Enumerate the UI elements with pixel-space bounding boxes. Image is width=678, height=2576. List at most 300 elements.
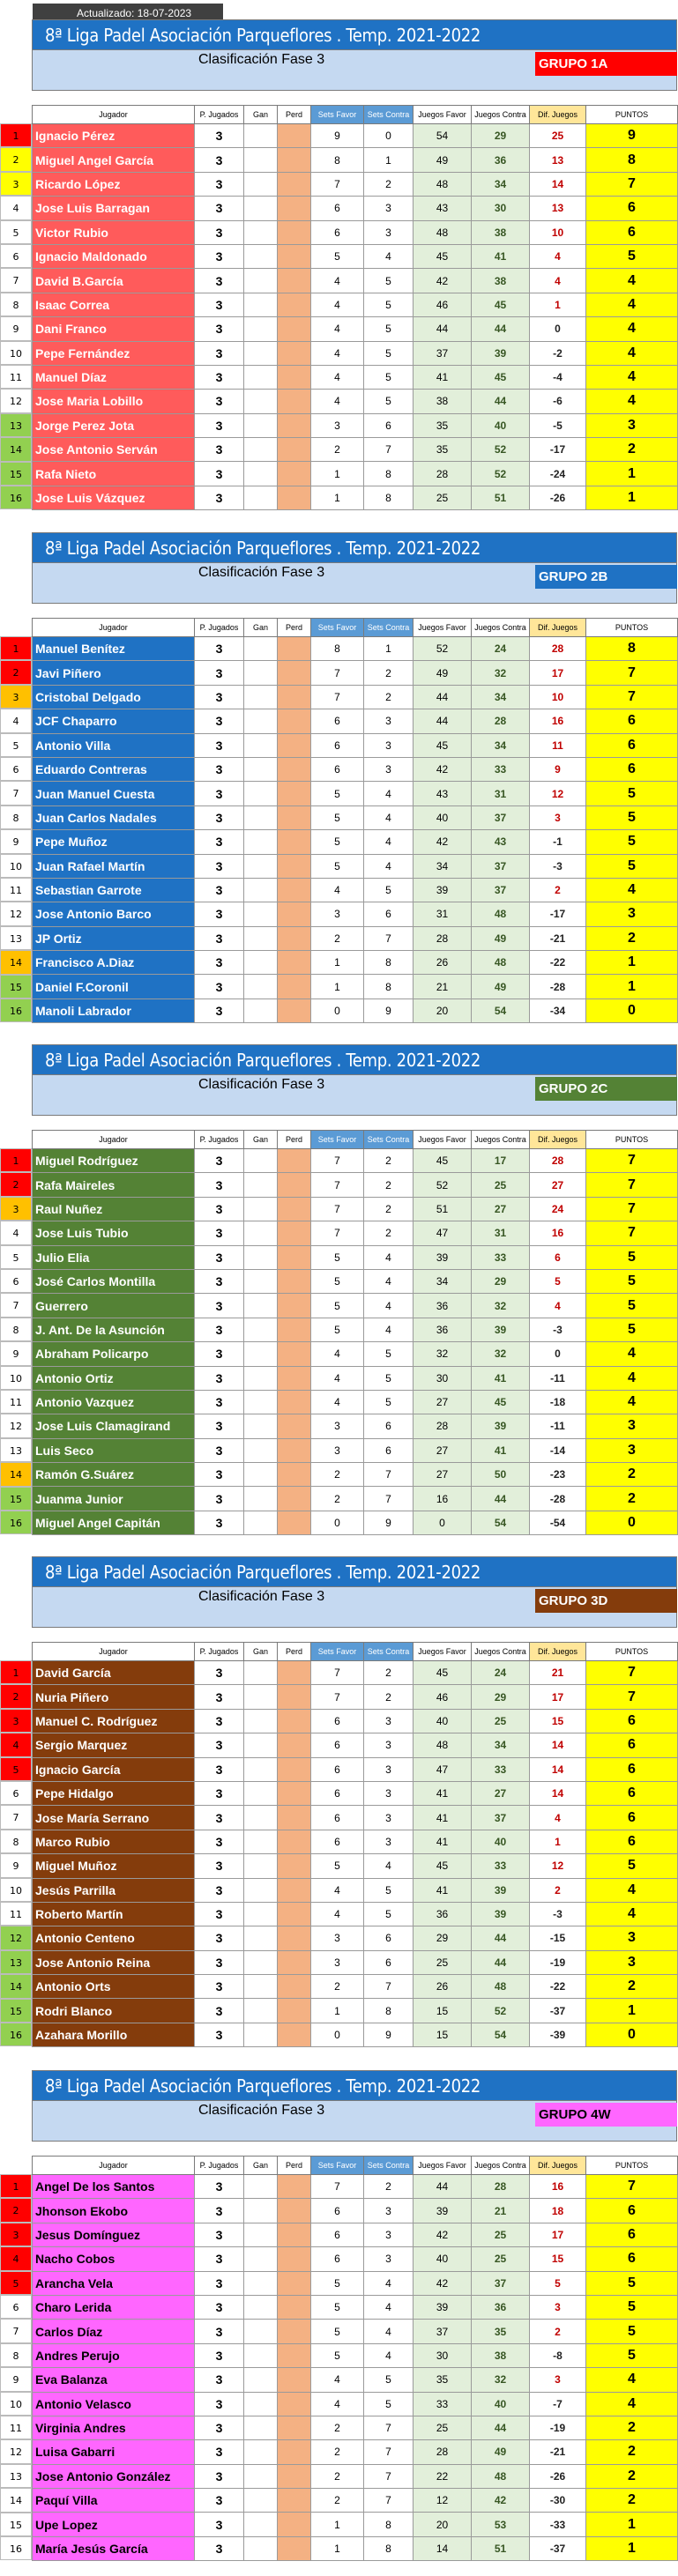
cell-pj: 3 xyxy=(195,1950,244,1974)
cell-per xyxy=(278,902,311,926)
column-header-sc: Sets Contra xyxy=(364,1643,414,1661)
cell-dif: 5 xyxy=(530,2271,586,2295)
cell-sf: 1 xyxy=(311,1999,364,2023)
cell-name: JCF Chaparro xyxy=(33,709,195,733)
column-header-name: Jugador xyxy=(33,1643,195,1661)
cell-jc: 24 xyxy=(472,637,530,661)
cell-jc: 24 xyxy=(472,1661,530,1685)
cell-jf: 46 xyxy=(414,293,472,316)
cell-jc: 27 xyxy=(472,1781,530,1805)
position-number: 5 xyxy=(0,1245,32,1269)
cell-pj: 3 xyxy=(195,1661,244,1685)
cell-dif: -3 xyxy=(530,854,586,878)
cell-sf: 1 xyxy=(311,486,364,509)
cell-sc: 3 xyxy=(364,733,414,757)
cell-jc: 52 xyxy=(472,438,530,462)
cell-pj: 3 xyxy=(195,1685,244,1709)
league-title: 8ª Liga Padel Asociación Parqueflores . Temp. 2021-2022 xyxy=(32,1044,677,1075)
standings-table xyxy=(32,1642,678,2047)
cell-jf: 20 xyxy=(414,998,472,1022)
cell-per xyxy=(278,1902,311,1926)
cell-sc: 6 xyxy=(364,1950,414,1974)
cell-name: Ricardo López xyxy=(33,172,195,196)
cell-jc: 48 xyxy=(472,1975,530,1999)
table-row xyxy=(33,2199,678,2223)
cell-jf: 16 xyxy=(414,1487,472,1511)
cell-jf: 43 xyxy=(414,782,472,805)
cell-gan xyxy=(244,1709,278,1733)
cell-gan xyxy=(244,1781,278,1805)
cell-name: Ignacio García xyxy=(33,1757,195,1781)
column-header-jc: Juegos Contra xyxy=(472,106,530,124)
cell-sf: 6 xyxy=(311,220,364,244)
cell-sf: 4 xyxy=(311,1878,364,1902)
position-number: 2 xyxy=(0,1684,32,1708)
cell-gan xyxy=(244,1487,278,1511)
cell-sf: 4 xyxy=(311,341,364,365)
cell-pts: 7 xyxy=(586,1221,678,1245)
cell-jc: 37 xyxy=(472,805,530,829)
cell-name: Sergio Marquez xyxy=(33,1733,195,1757)
cell-name: Jhonson Ekobo xyxy=(33,2199,195,2223)
cell-per xyxy=(278,1975,311,1999)
cell-name: Miguel Angel García xyxy=(33,148,195,172)
cell-per xyxy=(278,1806,311,1830)
cell-sf: 7 xyxy=(311,172,364,196)
cell-sf: 5 xyxy=(311,805,364,829)
cell-sc: 7 xyxy=(364,2489,414,2513)
table-header-row xyxy=(33,106,678,124)
cell-jf: 49 xyxy=(414,661,472,685)
cell-pj: 3 xyxy=(195,2023,244,2046)
cell-gan xyxy=(244,1149,278,1173)
position-number: 16 xyxy=(0,2536,32,2560)
phase-label: Clasificación Fase 3 xyxy=(198,1589,325,1604)
position-number: 4 xyxy=(0,196,32,219)
cell-jf: 42 xyxy=(414,2271,472,2295)
cell-gan xyxy=(244,733,278,757)
cell-sf: 1 xyxy=(311,462,364,486)
cell-per xyxy=(278,2247,311,2271)
cell-jf: 49 xyxy=(414,148,472,172)
cell-sf: 1 xyxy=(311,2536,364,2560)
position-number: 6 xyxy=(0,1781,32,1805)
cell-sf: 1 xyxy=(311,2513,364,2536)
table-row xyxy=(33,2513,678,2536)
cell-pj: 3 xyxy=(195,2199,244,2223)
cell-pj: 3 xyxy=(195,172,244,196)
position-number: 10 xyxy=(0,341,32,365)
cell-sc: 5 xyxy=(364,2392,414,2416)
cell-jc: 40 xyxy=(472,2392,530,2416)
cell-per xyxy=(278,1269,311,1293)
position-number: 6 xyxy=(0,757,32,781)
cell-jf: 44 xyxy=(414,709,472,733)
cell-jf: 21 xyxy=(414,975,472,998)
cell-sf: 3 xyxy=(311,1950,364,1974)
cell-gan xyxy=(244,2320,278,2343)
cell-gan xyxy=(244,1854,278,1878)
cell-jc: 51 xyxy=(472,2536,530,2560)
cell-sf: 6 xyxy=(311,757,364,781)
table-row xyxy=(33,413,678,437)
cell-sc: 4 xyxy=(364,2271,414,2295)
position-number: 3 xyxy=(0,1709,32,1733)
table-row xyxy=(33,805,678,829)
position-number: 10 xyxy=(0,854,32,878)
table-row xyxy=(33,902,678,926)
cell-sc: 5 xyxy=(364,1878,414,1902)
cell-pj: 3 xyxy=(195,2368,244,2392)
position-number: 8 xyxy=(0,805,32,829)
cell-jf: 39 xyxy=(414,2295,472,2319)
cell-jf: 37 xyxy=(414,341,472,365)
cell-pts: 1 xyxy=(586,2513,678,2536)
cell-sf: 9 xyxy=(311,124,364,148)
cell-sc: 2 xyxy=(364,1197,414,1221)
position-number: 3 xyxy=(0,1197,32,1221)
cell-pj: 3 xyxy=(195,975,244,998)
cell-name: Ignacio Maldonado xyxy=(33,244,195,268)
cell-jf: 48 xyxy=(414,220,472,244)
cell-name: Jose Antonio González xyxy=(33,2464,195,2488)
cell-pts: 2 xyxy=(586,2416,678,2439)
cell-jc: 52 xyxy=(472,462,530,486)
cell-per xyxy=(278,878,311,902)
cell-sc: 9 xyxy=(364,2023,414,2046)
cell-sc: 7 xyxy=(364,1487,414,1511)
cell-gan xyxy=(244,661,278,685)
cell-pj: 3 xyxy=(195,148,244,172)
cell-sf: 3 xyxy=(311,413,364,437)
cell-pj: 3 xyxy=(195,413,244,437)
cell-jf: 15 xyxy=(414,2023,472,2046)
cell-pts: 3 xyxy=(586,1414,678,1438)
cell-gan xyxy=(244,2440,278,2464)
cell-name: Pepe Hidalgo xyxy=(33,1781,195,1805)
cell-jf: 46 xyxy=(414,1685,472,1709)
table-row xyxy=(33,317,678,341)
column-header-jc: Juegos Contra xyxy=(472,1131,530,1149)
cell-pj: 3 xyxy=(195,2464,244,2488)
cell-sc: 3 xyxy=(364,1806,414,1830)
cell-per xyxy=(278,1999,311,2023)
cell-jc: 49 xyxy=(472,975,530,998)
cell-pj: 3 xyxy=(195,220,244,244)
cell-pts: 1 xyxy=(586,1999,678,2023)
cell-name: JP Ortiz xyxy=(33,926,195,950)
cell-sc: 3 xyxy=(364,1757,414,1781)
cell-sc: 6 xyxy=(364,1438,414,1462)
cell-pj: 3 xyxy=(195,1511,244,1534)
position-number: 11 xyxy=(0,2416,32,2439)
cell-dif: 16 xyxy=(530,709,586,733)
cell-jf: 39 xyxy=(414,878,472,902)
cell-jc: 45 xyxy=(472,365,530,389)
cell-per xyxy=(278,2464,311,2488)
cell-per xyxy=(278,2513,311,2536)
cell-sc: 2 xyxy=(364,1685,414,1709)
cell-jf: 39 xyxy=(414,2199,472,2223)
cell-name: Antonio Velasco xyxy=(33,2392,195,2416)
standings-table xyxy=(32,618,678,1023)
table-row xyxy=(33,975,678,998)
cell-sf: 1 xyxy=(311,975,364,998)
cell-jf: 44 xyxy=(414,2175,472,2199)
cell-jc: 25 xyxy=(472,2223,530,2246)
cell-gan xyxy=(244,293,278,316)
cell-gan xyxy=(244,438,278,462)
position-number: 7 xyxy=(0,781,32,805)
cell-dif: 4 xyxy=(530,1294,586,1318)
cell-name: Antonio Villa xyxy=(33,733,195,757)
cell-name: Manuel Díaz xyxy=(33,365,195,389)
cell-pj: 3 xyxy=(195,685,244,709)
table-row xyxy=(33,2489,678,2513)
cell-gan xyxy=(244,2489,278,2513)
cell-per xyxy=(278,269,311,293)
cell-gan xyxy=(244,2271,278,2295)
cell-sc: 7 xyxy=(364,438,414,462)
cell-gan xyxy=(244,2464,278,2488)
cell-dif: 18 xyxy=(530,2199,586,2223)
column-header-dif: Dif. Juegos xyxy=(530,2157,586,2175)
cell-pts: 5 xyxy=(586,805,678,829)
cell-pj: 3 xyxy=(195,1733,244,1757)
table-row xyxy=(33,854,678,878)
cell-pj: 3 xyxy=(195,2271,244,2295)
league-title: 8ª Liga Padel Asociación Parqueflores . Temp. 2021-2022 xyxy=(32,2070,677,2101)
column-header-jc: Juegos Contra xyxy=(472,1643,530,1661)
position-number: 4 xyxy=(0,1733,32,1756)
cell-name: Juan Carlos Nadales xyxy=(33,805,195,829)
cell-pts: 6 xyxy=(586,1709,678,1733)
cell-dif: 1 xyxy=(530,1830,586,1853)
cell-dif: -26 xyxy=(530,2464,586,2488)
cell-gan xyxy=(244,902,278,926)
cell-gan xyxy=(244,390,278,413)
cell-sf: 6 xyxy=(311,709,364,733)
cell-sf: 4 xyxy=(311,1342,364,1366)
cell-jc: 29 xyxy=(472,1269,530,1293)
cell-dif: -5 xyxy=(530,413,586,437)
cell-jf: 29 xyxy=(414,1926,472,1950)
cell-gan xyxy=(244,975,278,998)
cell-sc: 5 xyxy=(364,293,414,316)
cell-pts: 6 xyxy=(586,2247,678,2271)
column-header-sc: Sets Contra xyxy=(364,1131,414,1149)
column-header-pj: P. Jugados xyxy=(195,106,244,124)
cell-jf: 40 xyxy=(414,2247,472,2271)
cell-jc: 32 xyxy=(472,1342,530,1366)
table-row xyxy=(33,951,678,975)
cell-sc: 7 xyxy=(364,2440,414,2464)
position-number: 2 xyxy=(0,660,32,684)
cell-jc: 40 xyxy=(472,1830,530,1853)
cell-sc: 5 xyxy=(364,390,414,413)
cell-dif: -15 xyxy=(530,1926,586,1950)
cell-pj: 3 xyxy=(195,2416,244,2439)
cell-pj: 3 xyxy=(195,951,244,975)
cell-pts: 6 xyxy=(586,1733,678,1757)
cell-pts: 2 xyxy=(586,1975,678,1999)
cell-pj: 3 xyxy=(195,1221,244,1245)
cell-jc: 45 xyxy=(472,1390,530,1414)
cell-jc: 44 xyxy=(472,1487,530,1511)
cell-dif: 15 xyxy=(530,1709,586,1733)
cell-sc: 2 xyxy=(364,1149,414,1173)
cell-dif: 10 xyxy=(530,685,586,709)
table-row xyxy=(33,830,678,854)
table-row xyxy=(33,1221,678,1245)
cell-jc: 54 xyxy=(472,1511,530,1534)
cell-per xyxy=(278,1781,311,1805)
cell-gan xyxy=(244,2513,278,2536)
cell-jf: 35 xyxy=(414,2368,472,2392)
cell-jc: 44 xyxy=(472,1950,530,1974)
cell-pts: 2 xyxy=(586,2440,678,2464)
column-header-pj: P. Jugados xyxy=(195,1131,244,1149)
cell-pts: 7 xyxy=(586,661,678,685)
cell-jc: 31 xyxy=(472,1221,530,1245)
column-header-jf: Juegos Favor xyxy=(414,1131,472,1149)
table-row xyxy=(33,1269,678,1293)
table-header-row xyxy=(33,619,678,637)
cell-name: Guerrero xyxy=(33,1294,195,1318)
cell-dif: 24 xyxy=(530,1197,586,1221)
cell-sc: 5 xyxy=(364,317,414,341)
cell-dif: -28 xyxy=(530,975,586,998)
cell-name: Jose Luis Clamagirand xyxy=(33,1414,195,1438)
table-row xyxy=(33,1781,678,1805)
cell-name: Eduardo Contreras xyxy=(33,757,195,781)
table-row xyxy=(33,1709,678,1733)
cell-name: Ignacio Pérez xyxy=(33,124,195,148)
cell-sf: 5 xyxy=(311,854,364,878)
cell-gan xyxy=(244,365,278,389)
position-number: 8 xyxy=(0,1830,32,1853)
cell-name: Francisco A.Diaz xyxy=(33,951,195,975)
cell-dif: 1 xyxy=(530,293,586,316)
cell-pts: 4 xyxy=(586,341,678,365)
cell-jc: 48 xyxy=(472,902,530,926)
cell-dif: -4 xyxy=(530,365,586,389)
cell-gan xyxy=(244,1366,278,1390)
cell-dif: 14 xyxy=(530,1757,586,1781)
cell-dif: -22 xyxy=(530,1975,586,1999)
column-header-per: Perd xyxy=(278,106,311,124)
cell-pts: 6 xyxy=(586,1757,678,1781)
cell-per xyxy=(278,975,311,998)
cell-sc: 2 xyxy=(364,685,414,709)
phase-bar xyxy=(32,1587,677,1628)
cell-jc: 41 xyxy=(472,1366,530,1390)
position-number: 3 xyxy=(0,172,32,196)
cell-name: Ramón G.Suárez xyxy=(33,1463,195,1487)
table-row xyxy=(33,1733,678,1757)
cell-gan xyxy=(244,1173,278,1197)
cell-gan xyxy=(244,782,278,805)
table-row xyxy=(33,1830,678,1853)
cell-per xyxy=(278,1733,311,1757)
cell-per xyxy=(278,1685,311,1709)
column-header-pts: PUNTOS xyxy=(586,619,678,637)
cell-sc: 3 xyxy=(364,709,414,733)
position-number: 11 xyxy=(0,365,32,389)
table-row xyxy=(33,2464,678,2488)
cell-jc: 44 xyxy=(472,1926,530,1950)
cell-dif: -2 xyxy=(530,341,586,365)
cell-jc: 54 xyxy=(472,2023,530,2046)
position-number: 6 xyxy=(0,2295,32,2319)
table-row xyxy=(33,1149,678,1173)
cell-dif: 14 xyxy=(530,1781,586,1805)
table-row xyxy=(33,2368,678,2392)
cell-jc: 29 xyxy=(472,124,530,148)
cell-name: David García xyxy=(33,1661,195,1685)
cell-jc: 33 xyxy=(472,1854,530,1878)
cell-pj: 3 xyxy=(195,1902,244,1926)
cell-name: Manoli Labrador xyxy=(33,998,195,1022)
column-header-per: Perd xyxy=(278,2157,311,2175)
cell-pts: 5 xyxy=(586,1854,678,1878)
cell-name: Raul Nuñez xyxy=(33,1197,195,1221)
cell-jc: 45 xyxy=(472,293,530,316)
cell-jc: 28 xyxy=(472,709,530,733)
cell-per xyxy=(278,2536,311,2560)
cell-gan xyxy=(244,830,278,854)
cell-sf: 5 xyxy=(311,1294,364,1318)
position-number: 7 xyxy=(0,1293,32,1317)
cell-name: Pepe Fernández xyxy=(33,341,195,365)
cell-gan xyxy=(244,2392,278,2416)
position-number: 2 xyxy=(0,147,32,171)
cell-pts: 1 xyxy=(586,2536,678,2560)
cell-pts: 5 xyxy=(586,1318,678,1341)
table-row xyxy=(33,1197,678,1221)
cell-sf: 0 xyxy=(311,2023,364,2046)
group-2 xyxy=(10,532,677,1023)
table-row xyxy=(33,390,678,413)
cell-pj: 3 xyxy=(195,462,244,486)
cell-pj: 3 xyxy=(195,1414,244,1438)
cell-jc: 33 xyxy=(472,1757,530,1781)
position-number: 12 xyxy=(0,902,32,925)
table-row xyxy=(33,269,678,293)
cell-pts: 6 xyxy=(586,2199,678,2223)
cell-jc: 25 xyxy=(472,2247,530,2271)
cell-jc: 37 xyxy=(472,2271,530,2295)
cell-name: Pepe Muñoz xyxy=(33,830,195,854)
cell-per xyxy=(278,1487,311,1511)
cell-pj: 3 xyxy=(195,1438,244,1462)
cell-dif: -6 xyxy=(530,390,586,413)
cell-jf: 20 xyxy=(414,2513,472,2536)
cell-sc: 7 xyxy=(364,1463,414,1487)
cell-name: J. Ant. De la Asunción xyxy=(33,1318,195,1341)
cell-dif: 4 xyxy=(530,1806,586,1830)
cell-sf: 5 xyxy=(311,244,364,268)
cell-jf: 45 xyxy=(414,733,472,757)
position-number: 15 xyxy=(0,975,32,998)
cell-name: Jose Luis Barragan xyxy=(33,197,195,220)
cell-gan xyxy=(244,757,278,781)
position-number: 11 xyxy=(0,878,32,902)
cell-sf: 3 xyxy=(311,1438,364,1462)
cell-jf: 48 xyxy=(414,172,472,196)
cell-sf: 2 xyxy=(311,2464,364,2488)
cell-pj: 3 xyxy=(195,1781,244,1805)
